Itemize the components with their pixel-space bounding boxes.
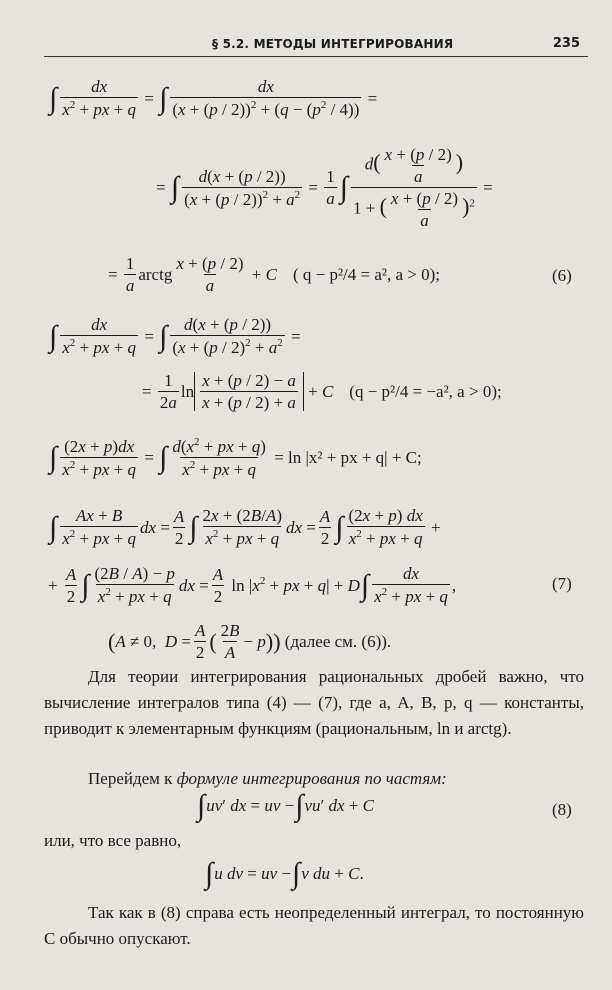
equation-number-8: (8) — [552, 800, 572, 819]
equation-number-7: (7) — [552, 574, 572, 593]
formula-row-8: + $\frac{A}{2}$ ∫ $\frac{(2B / A) - p}{x^2 + px + q}$ dx = $\frac{A}{2}$ $\ln |x^2$ + px + q| + D ∫ $\frac{dx}{x^2 + px + q}$ , — [48, 564, 457, 606]
formula-row-2: = ∫ $\frac{d(x + (p / 2))}{(x + (p / 2))^2 + a^2}$ = $\frac{1}{a}$ ∫ d( $\frac{x + (p / 2)}{a}$ ) 1 + ( $\frac{x + (p / 2)}{a}$ )$^2$ = — [156, 145, 493, 230]
formula-row-6: ∫ $\frac{(2x + p)dx}{x^2 + px + q}$ = ∫ $\frac{d(x^2 + px + q)}{x^2 + px + q}$ = ln |x² + px + q| + C; — [49, 436, 422, 479]
formula-row-1: ∫ $\frac{dx}{x^2 + px + q}$ = ∫ $\frac{dx}{(x + (p / 2))^2 + (q - (p^2 / 4))}$ = — [49, 77, 378, 119]
paragraph-rational-fractions: Для теории интегрирования рациональных дробей важно, что вычисление интегралов типа (4) — (7), где a, A, B, p, q — константы, приводит к элементарным функциям (рациональным, ln и arctg). — [44, 667, 584, 738]
paragraph-by-parts: Перейдем к формуле интегрирования по частям: — [88, 769, 447, 788]
condition-ln: (q − p²/4 = −a², a > 0); — [349, 382, 502, 401]
or-text: или, что все равно, — [44, 831, 182, 850]
ln-result: = ln |x² + px + q| + C; — [274, 448, 422, 467]
formula-row-4: ∫ $\frac{dx}{x^2 + px + q}$ = ∫ $\frac{d(x + (p / 2))}{(x + (p / 2)^2 + a^2}$ = — [49, 315, 301, 357]
page-number: 235 — [552, 36, 580, 51]
formula-row-3: = $\frac{1}{a}$ arctg $\frac{x + (p / 2)}{a}$ + C ( q − p²/4 = a², a > 0); — [108, 254, 441, 295]
formula-by-parts-short: ∫ u dv = uv − ∫ v du + C. — [205, 857, 364, 890]
equation-number-6: (6) — [552, 266, 572, 285]
paragraph-constant: Так как в (8) справа есть неопределенный интеграл, то постоянную C обычно опускают. — [44, 903, 584, 948]
formula-row-5: = $\frac{1}{2a}$ ln $\frac{x + (p / 2) - a}{x + (p / 2) + a}$ + C (q − p²/4 = −a², a > 0); — [142, 371, 502, 412]
section-title: § 5.2. МЕТОДЫ ИНТЕГРИРОВАНИЯ — [212, 37, 454, 51]
condition-eq7: (далее см. (6)). — [284, 632, 392, 651]
formula-row-9: ( A ≠ 0, D = $\frac{A}{2}$ ( $\frac{2B}{A}$ − p )) (далее см. (6)). — [108, 621, 392, 662]
formula-row-7: ∫ $\frac{Ax + B}{x^2 + px + q}$ dx = $\frac{A}{2}$ ∫ $\frac{2x + (2B/A)}{x^2 + px + q}$ dx = $\frac{A}{2}$ ∫ $\frac{(2x + p) dx}{x^2 + px + q}$ + — [49, 506, 441, 548]
running-header — [44, 34, 588, 57]
formula-by-parts: ∫ uv′ dx = uv − ∫ vu′ dx + C — [197, 789, 374, 822]
condition-eq6: ( q − p²/4 = a², a > 0); — [292, 265, 441, 284]
